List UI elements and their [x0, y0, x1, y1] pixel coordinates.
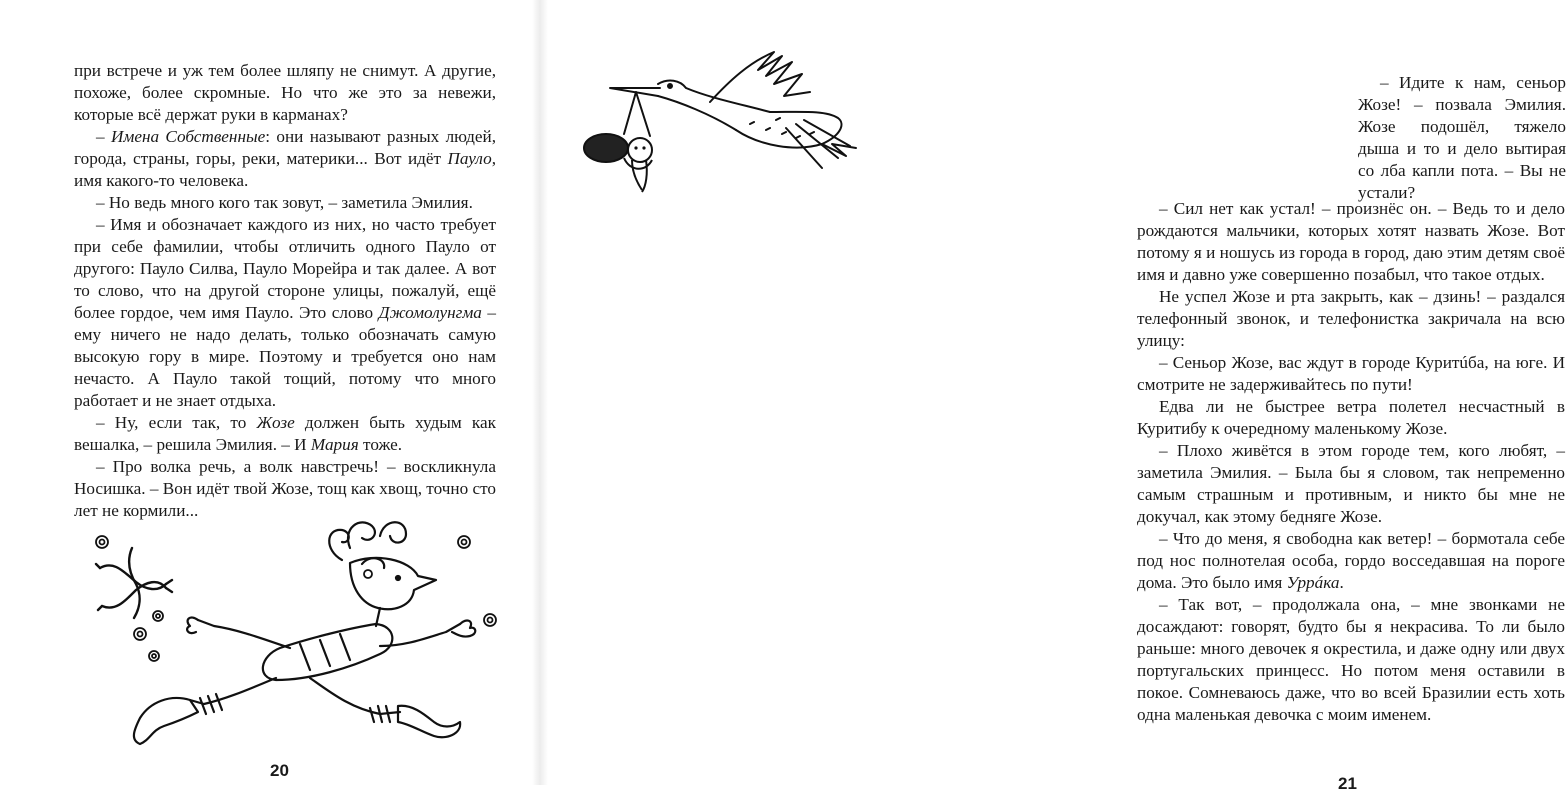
left_page-paragraph: – Про волка речь, а волк навстречь! – воскликнула Носишка. – Вон идёт твой Жозе, тощ как хвощ, точно сто лет не кормили... — [74, 457, 496, 520]
left_page-paragraph: – Но ведь много кого так зовут, – заметила Эмилия. — [96, 193, 473, 212]
right_page-paragraph: – Что до меня, я свободна как ветер! – бормотала себе под нос полнотелая особа, гордо восседавшая на пороге дома. Это было имя Уррáка. — [1137, 529, 1565, 592]
right-page-text — [1137, 198, 1565, 726]
right_page-paragraph: – Плохо живётся в этом городе тем, кого любят, – заметила Эмилия. – Была бы я словом, так непременно самым страшным и противным, и никто бы мне не докучал, как этому бедняге Жозе. — [1137, 441, 1565, 526]
right-page — [540, 0, 1566, 793]
right_page-paragraph: – Сил нет как устал! – произнёс он. – Ведь то и дело рождаются мальчики, которых хотят назвать Жозе. Вот потому я и ношусь из города в город, даю этим детям своё имя и давно уже совершенно позабыл, что такое отдых. — [1137, 199, 1565, 284]
left-page-text — [74, 60, 496, 522]
left_page-paragraph: – Ну, если так, то Жозе должен быть худым как вешалка, – решила Эмилия. – И Мария тоже. — [74, 413, 496, 454]
left_page-paragraph: при встрече и уж тем более шляпу не снимут. А другие, похоже, более скромные. Но что же это за невежи, которые всё держат руки в карманах? — [74, 61, 496, 124]
page-number-right: 21 — [1338, 774, 1357, 793]
left_page-paragraph: – Имена Собственные: они называют разных людей, города, страны, горы, реки, материки... Вот идёт Пауло, имя какого-то человека. — [74, 127, 497, 190]
left-page — [0, 0, 540, 785]
left_page-paragraph: – Имя и обозначает каждого из них, но часто требует при себе фамилии, чтобы отличить одного Пауло от другого: Пауло Силва, Пауло Морейра и так далее. А вот то слово, что на другой стороне улицы, пожалуй, ещё более гордое, чем имя Пауло. Это слово Джомолунгма – ему ничего не надо делать, только обозначать самую высокую гору в мире. Поэтому и требуется оно нам нечасто. А Пауло такой тощий, потому что много работает и не знает отдыха. — [74, 215, 496, 410]
stork-with-baby-illustration — [560, 40, 860, 200]
right_page-paragraph: – Сеньор Жозе, вас ждут в городе Куритúба, на юге. И смотрите не задерживайтесь по пути! — [1137, 353, 1565, 394]
right-page-top-text — [1358, 72, 1566, 204]
right-top-paragraph: – Идите к нам, сеньор Жозе! – позвала Эмилия. Жозе подошёл, тяжело дыша и то и дело вытирая со лба капли пота. – Вы не устали? — [1358, 73, 1566, 202]
right_page-paragraph: Не успел Жозе и рта закрыть, как – дзинь! – раздался телефонный звонок, и телефонистка закричала на всю улицу: — [1137, 287, 1565, 350]
right_page-paragraph: – Так вот, – продолжала она, – мне звонками не досаждают: говорят, будто бы я некрасива. То ли было раньше: много девочек я окрестила, и даже одну или двух португальских принцесс. Но потом меня оставили в покое. Сомневаюсь даже, что во всей Бразилии есть хоть одна маленькая девочка с моим именем. — [1137, 595, 1565, 724]
right_page-paragraph: Едва ли не быстрее ветра полетел несчастный в Куритибу к очередному маленькому Жозе. — [1137, 397, 1565, 438]
page-number-left: 20 — [270, 761, 289, 780]
running-boy-illustration — [80, 508, 510, 758]
